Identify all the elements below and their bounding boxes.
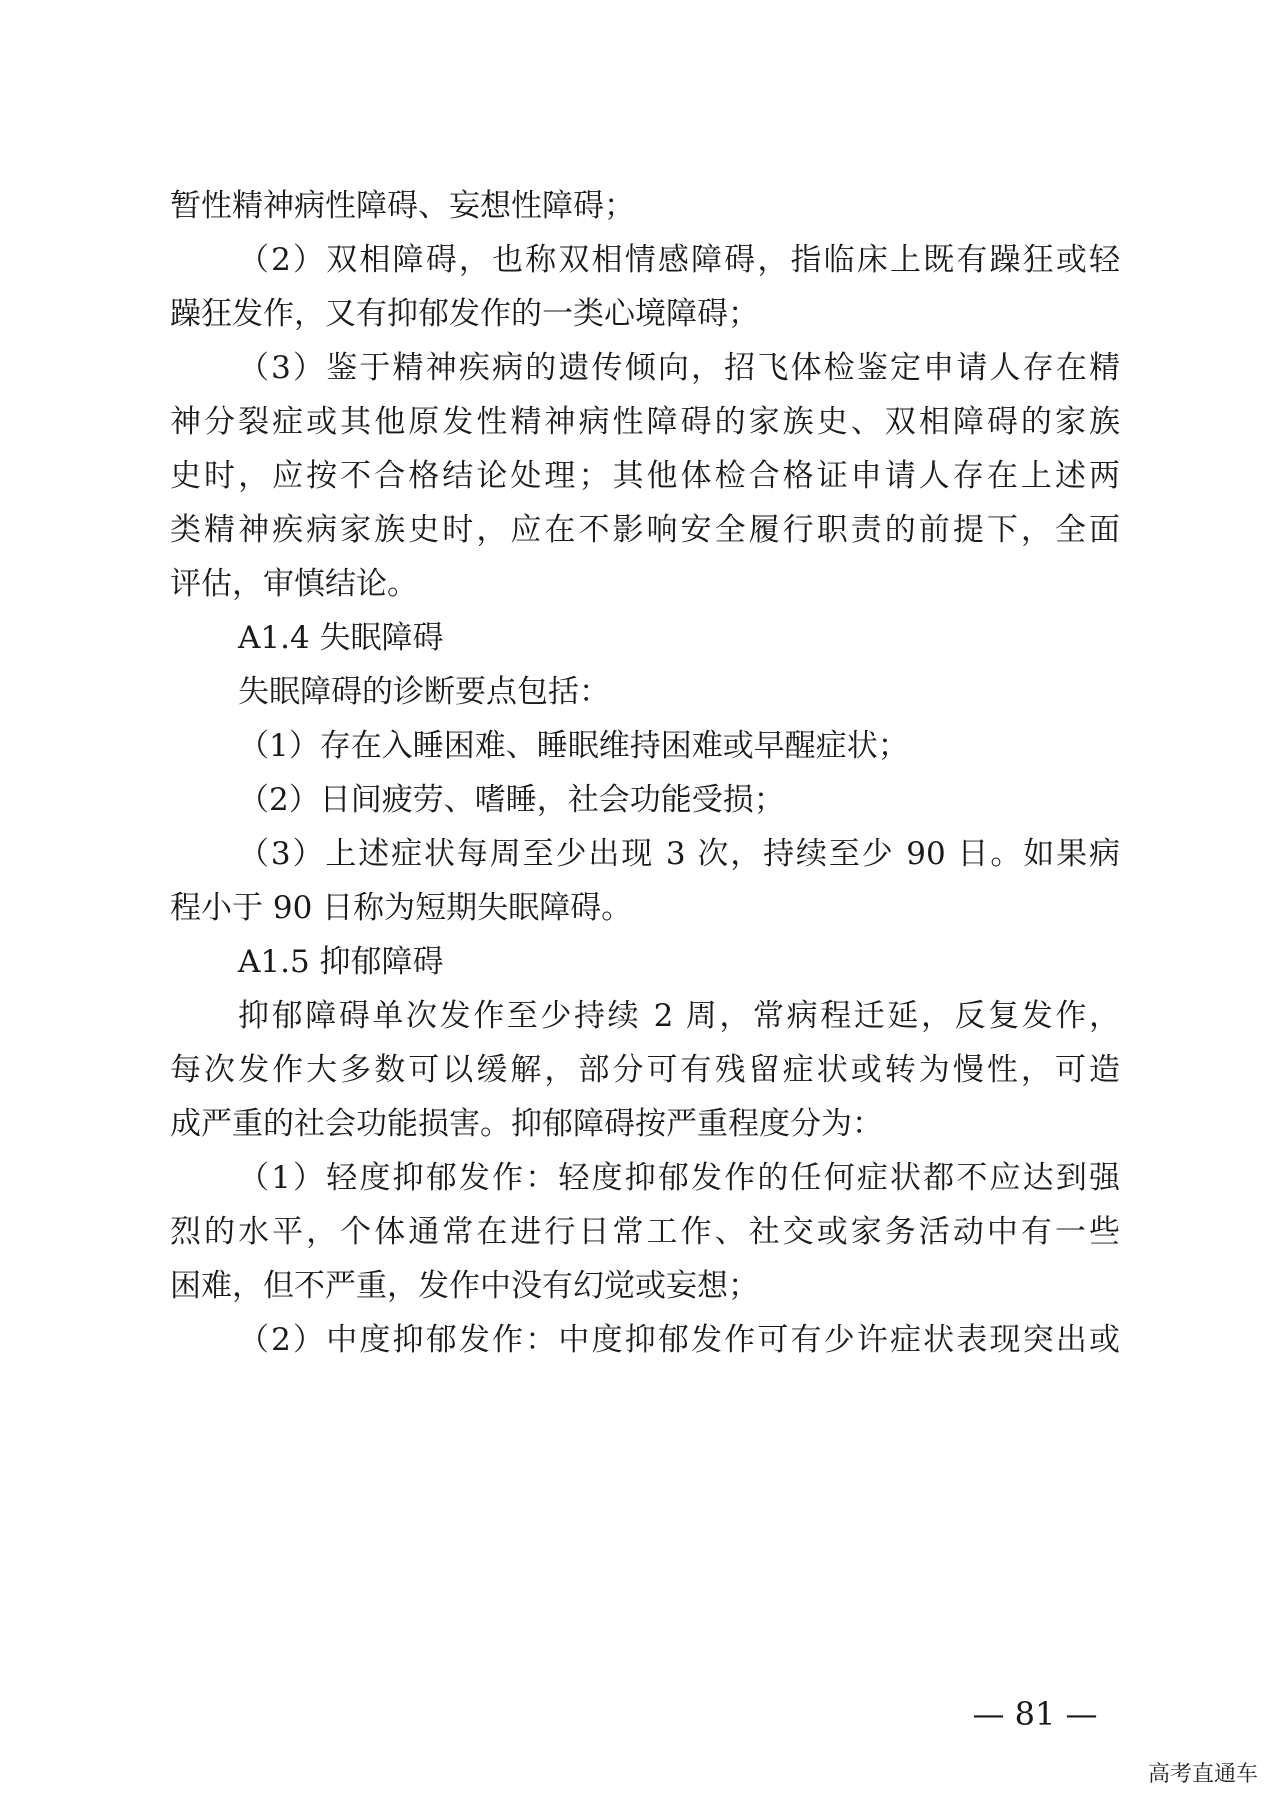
watermark: 高考直通车 xyxy=(1148,1762,1259,1787)
text-line: 史时，应按不合格结论处理；其他体检合格证申请人存在上述两 xyxy=(170,458,1120,494)
text-line: 每次发作大多数可以缓解，部分可有残留症状或转为慢性，可造 xyxy=(170,1052,1120,1088)
section-heading: A1.4 失眠障碍 xyxy=(238,620,444,656)
text-line: 困难，但不严重，发作中没有幻觉或妄想； xyxy=(170,1268,759,1304)
text-line: （2）日间疲劳、嗜睡，社会功能受损； xyxy=(238,782,785,818)
text-line: （2）中度抑郁发作：中度抑郁发作可有少许症状表现突出或 xyxy=(238,1322,1120,1358)
text-line: 神分裂症或其他原发性精神病性障碍的家族史、双相障碍的家族 xyxy=(170,404,1120,440)
text-line: （3）鉴于精神疾病的遗传倾向，招飞体检鉴定申请人存在精 xyxy=(238,350,1120,386)
text-line: 成严重的社会功能损害。抑郁障碍按严重程度分为： xyxy=(170,1106,883,1142)
text-line: （1）存在入睡困难、睡眠维持困难或早醒症状； xyxy=(238,728,909,764)
text-line: 抑郁障碍单次发作至少持续 2 周，常病程迁延，反复发作， xyxy=(238,998,1120,1034)
section-heading: A1.5 抑郁障碍 xyxy=(238,944,444,980)
text-line: 类精神疾病家族史时，应在不影响安全履行职责的前提下，全面 xyxy=(170,512,1120,548)
text-line: 暂性精神病性障碍、妄想性障碍； xyxy=(170,188,635,224)
text-line: （1）轻度抑郁发作：轻度抑郁发作的任何症状都不应达到强 xyxy=(238,1160,1120,1196)
text-line: 程小于 90 日称为短期失眠障碍。 xyxy=(170,890,633,926)
text-line: 失眠障碍的诊断要点包括： xyxy=(238,674,610,710)
text-line: 烈的水平，个体通常在进行日常工作、社交或家务活动中有一些 xyxy=(170,1214,1120,1250)
text-line: （3）上述症状每周至少出现 3 次，持续至少 90 日。如果病 xyxy=(238,836,1120,872)
text-line: 躁狂发作，又有抑郁发作的一类心境障碍； xyxy=(170,296,759,332)
page-number: — 81 — xyxy=(972,1695,1098,1733)
text-line: （2）双相障碍，也称双相情感障碍，指临床上既有躁狂或轻 xyxy=(238,242,1120,278)
text-line: 评估，审慎结论。 xyxy=(170,566,418,602)
